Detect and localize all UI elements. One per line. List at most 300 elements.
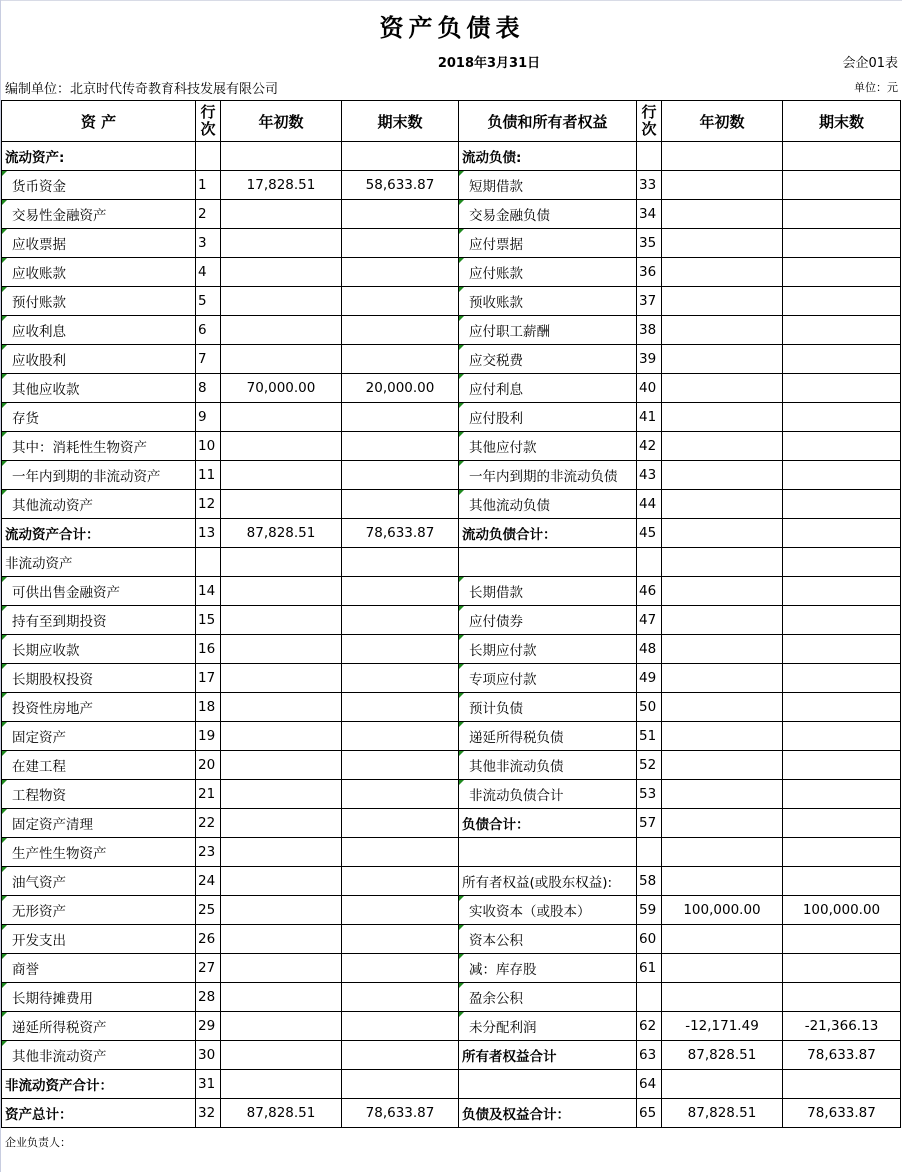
liability-item-cell[interactable] xyxy=(459,838,637,867)
asset-line-no-cell[interactable]: 7 xyxy=(196,345,221,374)
asset-opening-cell[interactable] xyxy=(221,693,342,722)
liability-item-cell[interactable]: 应付股利 xyxy=(459,403,637,432)
liability-opening-cell[interactable] xyxy=(662,345,783,374)
liability-closing-cell[interactable] xyxy=(783,867,901,896)
asset-line-no-cell[interactable]: 20 xyxy=(196,751,221,780)
asset-line-no-cell[interactable]: 13 xyxy=(196,519,221,548)
asset-item-cell[interactable]: 长期股权投资 xyxy=(2,664,196,693)
liability-opening-cell[interactable] xyxy=(662,954,783,983)
liability-line-no-cell[interactable]: 40 xyxy=(637,374,662,403)
liability-line-no-cell[interactable]: 58 xyxy=(637,867,662,896)
asset-opening-cell[interactable] xyxy=(221,780,342,809)
liability-item-cell[interactable]: 减：库存股 xyxy=(459,954,637,983)
liability-line-no-cell[interactable]: 36 xyxy=(637,258,662,287)
asset-closing-cell[interactable] xyxy=(342,780,459,809)
liability-closing-cell[interactable] xyxy=(783,664,901,693)
asset-closing-cell[interactable] xyxy=(342,432,459,461)
asset-closing-cell[interactable] xyxy=(342,722,459,751)
table-row xyxy=(2,664,901,693)
asset-line-no-cell[interactable]: 14 xyxy=(196,577,221,606)
asset-opening-cell[interactable] xyxy=(221,809,342,838)
currency-unit: 单位：元 xyxy=(854,81,898,94)
liability-line-no-cell[interactable] xyxy=(637,142,662,171)
liability-closing-cell[interactable] xyxy=(783,374,901,403)
liability-line-no-cell[interactable] xyxy=(637,838,662,867)
asset-opening-cell[interactable]: 17,828.51 xyxy=(221,171,342,200)
asset-closing-cell[interactable] xyxy=(342,490,459,519)
liability-line-no-cell[interactable]: 50 xyxy=(637,693,662,722)
asset-item-cell[interactable]: 应收利息 xyxy=(2,316,196,345)
asset-closing-cell[interactable] xyxy=(342,838,459,867)
liability-opening-cell[interactable] xyxy=(662,838,783,867)
liability-item-cell[interactable]: 应交税费 xyxy=(459,345,637,374)
liability-opening-cell[interactable] xyxy=(662,200,783,229)
liability-line-no-cell[interactable]: 45 xyxy=(637,519,662,548)
asset-item-cell[interactable]: 应收股利 xyxy=(2,345,196,374)
liability-opening-cell[interactable] xyxy=(662,229,783,258)
asset-item-cell[interactable]: 递延所得税资产 xyxy=(2,1012,196,1041)
asset-line-no-cell[interactable]: 29 xyxy=(196,1012,221,1041)
asset-closing-cell[interactable] xyxy=(342,954,459,983)
liability-closing-cell[interactable] xyxy=(783,142,901,171)
asset-opening-cell[interactable] xyxy=(221,1012,342,1041)
table-row xyxy=(2,200,901,229)
asset-opening-cell[interactable] xyxy=(221,606,342,635)
asset-opening-cell[interactable] xyxy=(221,432,342,461)
liability-item-cell[interactable]: 应付票据 xyxy=(459,229,637,258)
asset-item-cell[interactable]: 非流动资产 xyxy=(2,548,196,577)
asset-item-cell[interactable]: 其他非流动资产 xyxy=(2,1041,196,1070)
liability-line-no-cell[interactable]: 63 xyxy=(637,1041,662,1070)
asset-opening-cell[interactable] xyxy=(221,316,342,345)
header-row xyxy=(2,101,901,142)
asset-line-no-cell[interactable]: 9 xyxy=(196,403,221,432)
asset-item-cell[interactable]: 非流动资产合计： xyxy=(2,1070,196,1099)
asset-closing-cell[interactable] xyxy=(342,258,459,287)
asset-opening-cell[interactable]: 87,828.51 xyxy=(221,1099,342,1128)
table-row xyxy=(2,1099,901,1128)
table-row xyxy=(2,432,901,461)
liability-opening-cell[interactable] xyxy=(662,171,783,200)
table-row xyxy=(2,461,901,490)
liability-closing-cell[interactable] xyxy=(783,693,901,722)
asset-line-no-cell[interactable]: 3 xyxy=(196,229,221,258)
asset-line-no-cell[interactable]: 10 xyxy=(196,432,221,461)
asset-closing-cell[interactable] xyxy=(342,1041,459,1070)
liability-opening-cell[interactable] xyxy=(662,316,783,345)
liability-line-no-cell[interactable]: 34 xyxy=(637,200,662,229)
asset-opening-cell[interactable] xyxy=(221,490,342,519)
asset-closing-cell[interactable]: 78,633.87 xyxy=(342,1099,459,1128)
liability-closing-cell[interactable] xyxy=(783,316,901,345)
table-row xyxy=(2,983,901,1012)
asset-line-no-cell[interactable]: 19 xyxy=(196,722,221,751)
liability-opening-cell[interactable] xyxy=(662,606,783,635)
header-line-no-right[interactable]: 行次 xyxy=(637,101,662,142)
liability-line-no-cell[interactable]: 51 xyxy=(637,722,662,751)
liability-closing-cell[interactable] xyxy=(783,1070,901,1099)
liability-item-cell[interactable]: 所有者权益合计 xyxy=(459,1041,637,1070)
liability-closing-cell[interactable]: -21,366.13 xyxy=(783,1012,901,1041)
asset-closing-cell[interactable] xyxy=(342,142,459,171)
asset-opening-cell[interactable] xyxy=(221,954,342,983)
asset-item-cell[interactable]: 生产性生物资产 xyxy=(2,838,196,867)
asset-item-cell[interactable]: 油气资产 xyxy=(2,867,196,896)
liability-opening-cell[interactable]: -12,171.49 xyxy=(662,1012,783,1041)
liability-item-cell[interactable]: 交易金融负债 xyxy=(459,200,637,229)
table-row xyxy=(2,1012,901,1041)
table-row xyxy=(2,1070,901,1099)
asset-opening-cell[interactable] xyxy=(221,664,342,693)
liability-opening-cell[interactable] xyxy=(662,287,783,316)
asset-closing-cell[interactable] xyxy=(342,1012,459,1041)
asset-closing-cell[interactable] xyxy=(342,606,459,635)
asset-line-no-cell[interactable]: 15 xyxy=(196,606,221,635)
asset-opening-cell[interactable] xyxy=(221,287,342,316)
asset-item-cell[interactable]: 固定资产清理 xyxy=(2,809,196,838)
liability-closing-cell[interactable] xyxy=(783,780,901,809)
asset-item-cell[interactable]: 应收账款 xyxy=(2,258,196,287)
liability-line-no-cell[interactable]: 35 xyxy=(637,229,662,258)
liability-closing-cell[interactable] xyxy=(783,577,901,606)
asset-item-cell[interactable]: 工程物资 xyxy=(2,780,196,809)
liability-opening-cell[interactable]: 87,828.51 xyxy=(662,1041,783,1070)
liability-opening-cell[interactable] xyxy=(662,548,783,577)
asset-item-cell[interactable]: 一年内到期的非流动资产 xyxy=(2,461,196,490)
liability-closing-cell[interactable] xyxy=(783,258,901,287)
asset-opening-cell[interactable] xyxy=(221,983,342,1012)
liability-line-no-cell[interactable]: 49 xyxy=(637,664,662,693)
liability-opening-cell[interactable] xyxy=(662,519,783,548)
asset-line-no-cell[interactable]: 28 xyxy=(196,983,221,1012)
liability-closing-cell[interactable] xyxy=(783,519,901,548)
liability-line-no-cell[interactable]: 53 xyxy=(637,780,662,809)
liability-opening-cell[interactable] xyxy=(662,925,783,954)
liability-opening-cell[interactable] xyxy=(662,693,783,722)
asset-line-no-cell[interactable]: 11 xyxy=(196,461,221,490)
table-row xyxy=(2,316,901,345)
asset-opening-cell[interactable] xyxy=(221,258,342,287)
liability-item-cell[interactable]: 其他应付款 xyxy=(459,432,637,461)
liability-item-cell[interactable]: 未分配利润 xyxy=(459,1012,637,1041)
asset-closing-cell[interactable] xyxy=(342,983,459,1012)
liability-item-cell[interactable]: 应付职工薪酬 xyxy=(459,316,637,345)
asset-closing-cell[interactable] xyxy=(342,345,459,374)
asset-closing-cell[interactable] xyxy=(342,896,459,925)
asset-closing-cell[interactable]: 20,000.00 xyxy=(342,374,459,403)
liability-opening-cell[interactable] xyxy=(662,374,783,403)
liability-item-cell[interactable]: 长期借款 xyxy=(459,577,637,606)
liability-line-no-cell[interactable]: 42 xyxy=(637,432,662,461)
liability-closing-cell[interactable] xyxy=(783,403,901,432)
asset-line-no-cell[interactable]: 25 xyxy=(196,896,221,925)
asset-item-cell[interactable]: 其他流动资产 xyxy=(2,490,196,519)
asset-line-no-cell[interactable]: 31 xyxy=(196,1070,221,1099)
asset-line-no-cell[interactable]: 12 xyxy=(196,490,221,519)
liability-closing-cell[interactable] xyxy=(783,461,901,490)
asset-opening-cell[interactable] xyxy=(221,403,342,432)
liability-item-cell[interactable]: 应付利息 xyxy=(459,374,637,403)
asset-line-no-cell[interactable]: 1 xyxy=(196,171,221,200)
header-liabilities-equity[interactable]: 负债和所有者权益 xyxy=(459,101,637,142)
liability-item-cell[interactable]: 预计负债 xyxy=(459,693,637,722)
liability-item-cell[interactable]: 所有者权益(或股东权益): xyxy=(459,867,637,896)
liability-line-no-cell[interactable] xyxy=(637,983,662,1012)
liability-opening-cell[interactable] xyxy=(662,722,783,751)
liability-item-cell[interactable]: 负债合计： xyxy=(459,809,637,838)
liability-closing-cell[interactable] xyxy=(783,954,901,983)
asset-item-cell[interactable]: 货币资金 xyxy=(2,171,196,200)
asset-line-no-cell[interactable]: 8 xyxy=(196,374,221,403)
asset-item-cell[interactable]: 无形资产 xyxy=(2,896,196,925)
liability-closing-cell[interactable]: 78,633.87 xyxy=(783,1041,901,1070)
asset-closing-cell[interactable] xyxy=(342,403,459,432)
table-row xyxy=(2,809,901,838)
liability-opening-cell[interactable] xyxy=(662,983,783,1012)
asset-closing-cell[interactable] xyxy=(342,461,459,490)
asset-closing-cell[interactable] xyxy=(342,751,459,780)
asset-opening-cell[interactable] xyxy=(221,1070,342,1099)
asset-line-no-cell[interactable]: 16 xyxy=(196,635,221,664)
liability-item-cell[interactable]: 专项应付款 xyxy=(459,664,637,693)
liability-item-cell[interactable] xyxy=(459,548,637,577)
liability-item-cell[interactable]: 盈余公积 xyxy=(459,983,637,1012)
liability-opening-cell[interactable] xyxy=(662,577,783,606)
liability-opening-cell[interactable] xyxy=(662,1070,783,1099)
liability-opening-cell[interactable] xyxy=(662,867,783,896)
sheet-title: 资产负债表 xyxy=(379,14,525,42)
asset-line-no-cell[interactable]: 2 xyxy=(196,200,221,229)
table-row xyxy=(2,635,901,664)
liability-opening-cell[interactable] xyxy=(662,809,783,838)
asset-opening-cell[interactable] xyxy=(221,577,342,606)
liability-closing-cell[interactable]: 78,633.87 xyxy=(783,1099,901,1128)
header-line-no[interactable]: 行次 xyxy=(196,101,221,142)
liability-item-cell[interactable]: 流动负债: xyxy=(459,142,637,171)
asset-line-no-cell[interactable]: 23 xyxy=(196,838,221,867)
asset-item-cell[interactable]: 其中：消耗性生物资产 xyxy=(2,432,196,461)
liability-closing-cell[interactable] xyxy=(783,722,901,751)
liability-opening-cell[interactable]: 87,828.51 xyxy=(662,1099,783,1128)
asset-item-cell[interactable]: 开发支出 xyxy=(2,925,196,954)
header-closing[interactable]: 期末数 xyxy=(342,101,459,142)
asset-line-no-cell[interactable] xyxy=(196,142,221,171)
asset-item-cell[interactable]: 长期应收款 xyxy=(2,635,196,664)
liability-opening-cell[interactable] xyxy=(662,142,783,171)
table-row xyxy=(2,867,901,896)
liability-line-no-cell[interactable]: 48 xyxy=(637,635,662,664)
asset-opening-cell[interactable] xyxy=(221,867,342,896)
asset-line-no-cell[interactable]: 24 xyxy=(196,867,221,896)
liability-line-no-cell[interactable]: 39 xyxy=(637,345,662,374)
liability-closing-cell[interactable] xyxy=(783,809,901,838)
liability-opening-cell[interactable] xyxy=(662,490,783,519)
liability-line-no-cell[interactable]: 59 xyxy=(637,896,662,925)
asset-closing-cell[interactable] xyxy=(342,200,459,229)
table-row xyxy=(2,896,901,925)
liability-closing-cell[interactable] xyxy=(783,171,901,200)
asset-item-cell[interactable]: 流动资产: xyxy=(2,142,196,171)
liability-line-no-cell[interactable]: 61 xyxy=(637,954,662,983)
liability-closing-cell[interactable]: 100,000.00 xyxy=(783,896,901,925)
liability-closing-cell[interactable] xyxy=(783,490,901,519)
asset-line-no-cell[interactable]: 27 xyxy=(196,954,221,983)
asset-item-cell[interactable]: 存货 xyxy=(2,403,196,432)
table-row xyxy=(2,925,901,954)
liability-closing-cell[interactable] xyxy=(783,606,901,635)
asset-opening-cell[interactable] xyxy=(221,1041,342,1070)
asset-closing-cell[interactable] xyxy=(342,229,459,258)
liability-opening-cell[interactable] xyxy=(662,432,783,461)
asset-line-no-cell[interactable]: 17 xyxy=(196,664,221,693)
asset-closing-cell[interactable] xyxy=(342,925,459,954)
asset-opening-cell[interactable] xyxy=(221,548,342,577)
asset-item-cell[interactable]: 流动资产合计： xyxy=(2,519,196,548)
asset-item-cell[interactable]: 持有至到期投资 xyxy=(2,606,196,635)
liability-item-cell[interactable]: 递延所得税负债 xyxy=(459,722,637,751)
asset-opening-cell[interactable] xyxy=(221,838,342,867)
liability-opening-cell[interactable] xyxy=(662,635,783,664)
liability-line-no-cell[interactable]: 33 xyxy=(637,171,662,200)
header-assets[interactable]: 资 产 xyxy=(2,101,196,142)
liability-line-no-cell[interactable]: 60 xyxy=(637,925,662,954)
liability-closing-cell[interactable] xyxy=(783,548,901,577)
asset-line-no-cell[interactable]: 4 xyxy=(196,258,221,287)
liability-opening-cell[interactable] xyxy=(662,751,783,780)
asset-line-no-cell[interactable]: 26 xyxy=(196,925,221,954)
asset-item-cell[interactable]: 应收票据 xyxy=(2,229,196,258)
asset-item-cell[interactable]: 资产总计： xyxy=(2,1099,196,1128)
asset-opening-cell[interactable] xyxy=(221,635,342,664)
asset-closing-cell[interactable] xyxy=(342,664,459,693)
liability-item-cell[interactable]: 负债及权益合计： xyxy=(459,1099,637,1128)
liability-line-no-cell[interactable]: 65 xyxy=(637,1099,662,1128)
liability-closing-cell[interactable] xyxy=(783,925,901,954)
liability-item-cell[interactable]: 资本公积 xyxy=(459,925,637,954)
liability-item-cell[interactable]: 一年内到期的非流动负债 xyxy=(459,461,637,490)
liability-item-cell[interactable]: 短期借款 xyxy=(459,171,637,200)
asset-opening-cell[interactable] xyxy=(221,896,342,925)
liability-item-cell[interactable]: 流动负债合计： xyxy=(459,519,637,548)
asset-item-cell[interactable]: 交易性金融资产 xyxy=(2,200,196,229)
asset-closing-cell[interactable] xyxy=(342,316,459,345)
asset-line-no-cell[interactable]: 30 xyxy=(196,1041,221,1070)
header-opening[interactable]: 年初数 xyxy=(221,101,342,142)
liability-closing-cell[interactable] xyxy=(783,983,901,1012)
liability-line-no-cell[interactable]: 38 xyxy=(637,316,662,345)
liability-opening-cell[interactable] xyxy=(662,258,783,287)
liability-closing-cell[interactable] xyxy=(783,635,901,664)
liability-item-cell[interactable]: 其他流动负债 xyxy=(459,490,637,519)
asset-opening-cell[interactable] xyxy=(221,751,342,780)
asset-closing-cell[interactable] xyxy=(342,693,459,722)
liability-closing-cell[interactable] xyxy=(783,229,901,258)
asset-item-cell[interactable]: 投资性房地产 xyxy=(2,693,196,722)
asset-item-cell[interactable]: 商誉 xyxy=(2,954,196,983)
liability-opening-cell[interactable]: 100,000.00 xyxy=(662,896,783,925)
table-row xyxy=(2,287,901,316)
asset-closing-cell[interactable]: 78,633.87 xyxy=(342,519,459,548)
header-closing-right[interactable]: 期末数 xyxy=(783,101,901,142)
asset-item-cell[interactable]: 预付账款 xyxy=(2,287,196,316)
asset-opening-cell[interactable] xyxy=(221,142,342,171)
liability-line-no-cell[interactable]: 64 xyxy=(637,1070,662,1099)
liability-closing-cell[interactable] xyxy=(783,432,901,461)
asset-opening-cell[interactable] xyxy=(221,722,342,751)
liability-line-no-cell[interactable]: 44 xyxy=(637,490,662,519)
table-row xyxy=(2,780,901,809)
liability-item-cell[interactable]: 预收账款 xyxy=(459,287,637,316)
asset-line-no-cell[interactable]: 18 xyxy=(196,693,221,722)
liability-line-no-cell[interactable]: 37 xyxy=(637,287,662,316)
asset-closing-cell[interactable] xyxy=(342,867,459,896)
asset-opening-cell[interactable] xyxy=(221,345,342,374)
asset-closing-cell[interactable]: 58,633.87 xyxy=(342,171,459,200)
liability-line-no-cell[interactable]: 52 xyxy=(637,751,662,780)
company-name: 编制单位：北京时代传奇教育科技发展有限公司 xyxy=(5,82,279,97)
asset-opening-cell[interactable] xyxy=(221,461,342,490)
liability-opening-cell[interactable] xyxy=(662,780,783,809)
asset-line-no-cell[interactable]: 22 xyxy=(196,809,221,838)
liability-closing-cell[interactable] xyxy=(783,200,901,229)
liability-line-no-cell[interactable]: 47 xyxy=(637,606,662,635)
asset-opening-cell[interactable]: 87,828.51 xyxy=(221,519,342,548)
liability-item-cell[interactable]: 其他非流动负债 xyxy=(459,751,637,780)
liability-line-no-cell[interactable]: 41 xyxy=(637,403,662,432)
asset-line-no-cell[interactable]: 6 xyxy=(196,316,221,345)
asset-closing-cell[interactable] xyxy=(342,548,459,577)
asset-opening-cell[interactable] xyxy=(221,200,342,229)
asset-line-no-cell[interactable]: 5 xyxy=(196,287,221,316)
asset-closing-cell[interactable] xyxy=(342,635,459,664)
liability-closing-cell[interactable] xyxy=(783,345,901,374)
liability-opening-cell[interactable] xyxy=(662,461,783,490)
asset-closing-cell[interactable] xyxy=(342,809,459,838)
asset-item-cell[interactable]: 其他应收款 xyxy=(2,374,196,403)
asset-item-cell[interactable]: 可供出售金融资产 xyxy=(2,577,196,606)
asset-item-cell[interactable]: 在建工程 xyxy=(2,751,196,780)
asset-line-no-cell[interactable]: 32 xyxy=(196,1099,221,1128)
liability-opening-cell[interactable] xyxy=(662,664,783,693)
liability-line-no-cell[interactable] xyxy=(637,548,662,577)
asset-closing-cell[interactable] xyxy=(342,1070,459,1099)
liability-item-cell[interactable] xyxy=(459,1070,637,1099)
liability-line-no-cell[interactable]: 62 xyxy=(637,1012,662,1041)
liability-closing-cell[interactable] xyxy=(783,287,901,316)
asset-line-no-cell[interactable]: 21 xyxy=(196,780,221,809)
asset-item-cell[interactable]: 固定资产 xyxy=(2,722,196,751)
liability-item-cell[interactable]: 应付账款 xyxy=(459,258,637,287)
liability-closing-cell[interactable] xyxy=(783,838,901,867)
asset-closing-cell[interactable] xyxy=(342,287,459,316)
liability-item-cell[interactable]: 应付债券 xyxy=(459,606,637,635)
liability-line-no-cell[interactable]: 46 xyxy=(637,577,662,606)
asset-opening-cell[interactable] xyxy=(221,229,342,258)
asset-opening-cell[interactable]: 70,000.00 xyxy=(221,374,342,403)
liability-line-no-cell[interactable]: 43 xyxy=(637,461,662,490)
asset-opening-cell[interactable] xyxy=(221,925,342,954)
liability-item-cell[interactable]: 长期应付款 xyxy=(459,635,637,664)
liability-item-cell[interactable]: 非流动负债合计 xyxy=(459,780,637,809)
liability-line-no-cell[interactable]: 57 xyxy=(637,809,662,838)
liability-opening-cell[interactable] xyxy=(662,403,783,432)
liability-item-cell[interactable]: 实收资本（或股本） xyxy=(459,896,637,925)
asset-item-cell[interactable]: 长期待摊费用 xyxy=(2,983,196,1012)
liability-closing-cell[interactable] xyxy=(783,751,901,780)
header-opening-right[interactable]: 年初数 xyxy=(662,101,783,142)
asset-closing-cell[interactable] xyxy=(342,577,459,606)
asset-line-no-cell[interactable] xyxy=(196,548,221,577)
